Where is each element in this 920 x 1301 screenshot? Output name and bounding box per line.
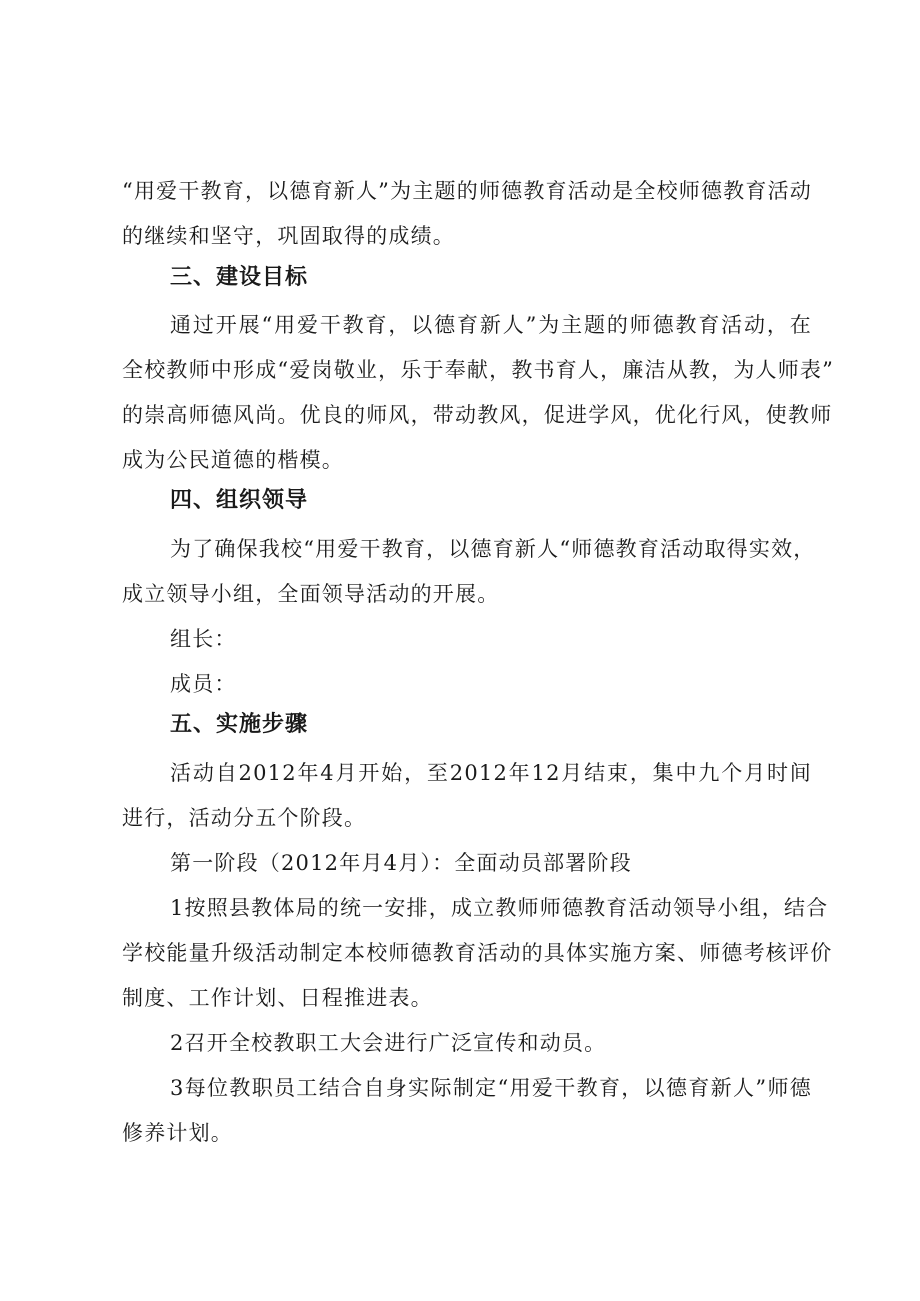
- members-label: 成员：: [170, 672, 237, 696]
- paragraph-line: 修养计划。: [122, 1121, 233, 1145]
- paragraph-line: 全校教师中形成“爱岗敬业，乐于奉献，教书育人，廉洁从教，为人师表”: [122, 358, 835, 382]
- paragraph-line: 2召开全校教职工大会进行广泛宣传和动员。: [170, 1031, 607, 1055]
- paragraph-line: 1按照县教体局的统一安排，成立教师师德教育活动领导小组，结合: [170, 896, 829, 920]
- section-heading-goals: 三、建设目标: [170, 265, 309, 290]
- paragraph-line: 成为公民道德的楷模。: [122, 448, 344, 472]
- paragraph-line: 的崇高师德风尚。优良的师风，带动教风，促进学风，优化行风，使教师: [122, 403, 833, 427]
- stage-title: 第一阶段（2012年月4月）：全面动员部署阶段: [170, 851, 632, 875]
- section-heading-organization: 四、组织领导: [170, 488, 309, 513]
- leader-label: 组长：: [170, 627, 237, 651]
- paragraph-line: 3每位教职员工结合自身实际制定“用爱干教育，以德育新人”师德: [170, 1076, 812, 1100]
- paragraph-line: 学校能量升级活动制定本校师德教育活动的具体实施方案、师德考核评价: [122, 941, 833, 965]
- paragraph-line: 制度、工作计划、日程推进表。: [122, 986, 433, 1010]
- paragraph-line: 成立领导小组，全面领导活动的开展。: [122, 582, 500, 606]
- paragraph-line: 通过开展“用爱干教育，以德育新人”为主题的师德教育活动，在: [170, 313, 812, 337]
- paragraph-line: 为了确保我校“用爱干教育，以德育新人“师德教育活动取得实效，: [170, 537, 816, 561]
- paragraph-line: “用爱干教育，以德育新人”为主题的师德教育活动是全校师德教育活动: [122, 179, 812, 203]
- paragraph-line: 活动自2012年4月开始，至2012年12月结束，集中九个月时间: [170, 761, 812, 785]
- paragraph-line: 的继续和坚守，巩固取得的成绩。: [122, 224, 455, 248]
- paragraph-line: 进行，活动分五个阶段。: [122, 806, 367, 830]
- section-heading-steps: 五、实施步骤: [170, 712, 309, 737]
